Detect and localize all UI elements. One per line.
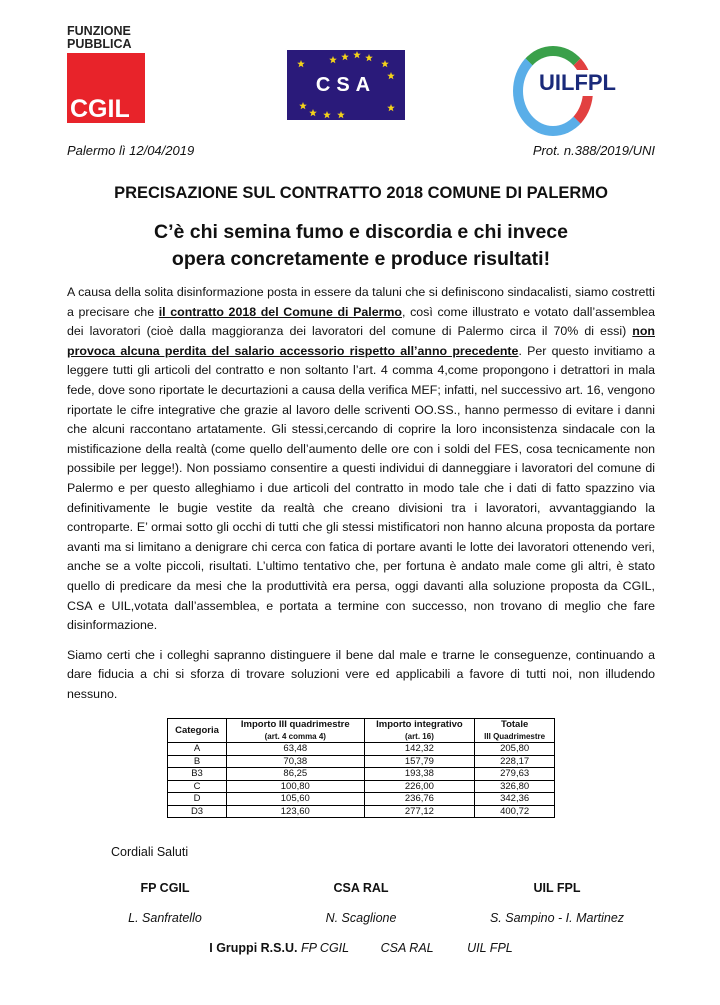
signature-org: FP CGIL (140, 881, 190, 896)
star-icon (323, 111, 331, 118)
table-cell: 100,80 (227, 780, 365, 793)
table-cell: 105,60 (227, 793, 365, 806)
body-paragraph (67, 283, 655, 636)
date-row (67, 143, 655, 159)
signature-name: N. Scaglione (325, 911, 397, 926)
table-cell: B (168, 755, 227, 768)
table-cell: 277,12 (364, 805, 475, 818)
csa-logo-text: CSA (315, 74, 377, 96)
signature-names (67, 910, 655, 926)
uil-logo-text: UILFPL (539, 70, 616, 95)
column-header (168, 719, 227, 743)
cgil-logo-text: FUNZIONE (67, 24, 131, 38)
subtitle-line: opera concretamente e produce risultati! (171, 248, 551, 270)
signature-orgs (67, 880, 655, 896)
signature-org: CSA RAL (333, 881, 389, 896)
star-icon (337, 111, 345, 118)
star-icon (341, 53, 349, 60)
cgil-logo (67, 25, 153, 123)
protocol-number: Prot. n.388/2019/UNI (532, 143, 655, 158)
table-cell: 342,36 (475, 793, 555, 806)
column-header-label: Totale (500, 719, 529, 731)
star-icon (387, 104, 395, 111)
table-cell: D (168, 793, 227, 806)
signature-org: UIL FPL (533, 881, 581, 896)
table-cell: B3 (168, 768, 227, 781)
table-row (168, 805, 555, 818)
cgil-logo-text-2: PUBBLICA (67, 37, 132, 51)
table-header-row (168, 719, 555, 743)
table-cell: 70,38 (227, 755, 365, 768)
table-row (168, 780, 555, 793)
closing: Cordiali Saluti (111, 845, 189, 860)
table-row (168, 755, 555, 768)
column-header (475, 719, 555, 743)
table-cell: 228,17 (475, 755, 555, 768)
subtitle-line: C’è chi semina fumo e discordia e chi invece (154, 221, 568, 243)
text: , così come illustrato e votato dall’assemblea dei lavoratori (cioè dalla maggioranza dei lavoratori del comune di Palermo circa il 70% di essi) (67, 304, 655, 339)
table-cell: 226,00 (364, 780, 475, 793)
body-paragraph: Siamo certi che i colleghi sapranno distinguere il bene dal male e trarne le conseguenze, continuando a dare fiducia a chi si sforza di trovare soluzioni vere ed applicabili a favore di tutti noi, non illudendo nessuno. (67, 647, 655, 701)
table-cell: D3 (168, 805, 227, 818)
table-cell: 236,76 (364, 793, 475, 806)
column-header-sublabel: III Quadrimestre (484, 731, 546, 741)
table-cell: C (168, 780, 227, 793)
document-subtitle (67, 219, 655, 273)
star-icon (353, 51, 361, 58)
column-header-sublabel: (art. 16) (404, 731, 434, 741)
document-title: PRECISAZIONE SUL CONTRATTO 2018 COMUNE DI PALERMO (114, 184, 608, 202)
table-cell: 157,79 (364, 755, 475, 768)
cgil-logo-main: CGIL (70, 95, 130, 123)
cgil-logo-box (67, 53, 145, 123)
table-cell: 205,80 (475, 743, 555, 756)
uilfpl-logo (507, 40, 647, 132)
star-icon (381, 60, 389, 67)
table-row (168, 768, 555, 781)
table-cell: 279,63 (475, 768, 555, 781)
emphasis: il contratto 2018 del Comune di Palermo (158, 304, 403, 319)
text: A causa della solita disinformazione posta in essere da taluni che si definiscono sindacalisti, siamo costretti a precisare che (67, 285, 655, 319)
rsu-group: CSA RAL (380, 941, 434, 956)
rsu-line (67, 940, 655, 956)
document-date: Palermo lì 12/04/2019 (67, 143, 195, 158)
column-header (364, 719, 475, 743)
rsu-group: UIL FPL (467, 941, 513, 956)
table-row (168, 743, 555, 756)
table-cell: 400,72 (475, 805, 555, 818)
table-row (168, 793, 555, 806)
csa-logo (287, 50, 405, 120)
table-cell: 86,25 (227, 768, 365, 781)
column-header-label: Importo integrativo (376, 719, 463, 731)
star-icon (297, 60, 305, 67)
signature-name: L. Sanfratello (128, 911, 202, 926)
table-cell: A (168, 743, 227, 756)
emphasis: non provoca alcuna perdita del salario accessorio rispetto all’anno precedente (67, 324, 655, 358)
table-cell: 142,32 (364, 743, 475, 756)
column-header (227, 719, 365, 743)
text: . Per questo invitiamo a leggere tutti gli articoli del contratto e non soltanto l’art. 4 comma 4,come propongono i detrattori in mala fede, dove sono riportate le decurtazioni a causa della verifica MEF; infatti, nel successivo art. 16, vengono riportate le cifre integrative che grazie al lavoro delle scriventi OO.SS., hanno permesso di evitare i danni che alcuni raccontano artatamente. Gli stessi,cercando di coprire la loro inconsistenza sindacale con la mistificazione della realtà (come quello dell’aumento delle ore con i soldi del FES, cosa tecnicamente non possibile per legge!). Non possiamo consentire a questi individui di danneggiare i lavoratori del comune di Palermo e per questo alleghiamo i due articoli del contratto in modo tale che i dati di fatto spazzino via definitivamente le bugie vestite da realtà che creano divisioni tra i lavoratori, avvantaggiando la controparte. E’ ormai sotto gli occhi di tutti che gli stessi mistificatori non hanno alcuna proposta da portare avanti ma si limitano a denigrare chi cerca con fatica di portare avanti le lotte dei lavoratori ottenendo veri, anche se a volte piccoli, risultati. L’ultimo tentativo che, per fortuna è andato male come gli altri, è stato quello di predicare da mesi che la produttività era persa, oggi davanti alla soluzione proposta da CGIL, CSA e UIL,votata dall’assemblea, e portata a termine con successo, non trovano di meglio che fare disinformazione. (67, 343, 655, 633)
signature-name: S. Sampino - I. Martinez (489, 911, 625, 926)
table-cell: 326,80 (475, 780, 555, 793)
logo-row (67, 25, 655, 135)
rsu-label: I Gruppi R.S.U. (209, 941, 298, 956)
table-cell: 193,38 (364, 768, 475, 781)
star-icon (309, 109, 317, 116)
column-header-label: Categoria (175, 725, 219, 737)
amounts-table (167, 718, 555, 818)
table-cell: 63,48 (227, 743, 365, 756)
star-icon (329, 56, 337, 63)
column-header-label: Importo III quadrimestre (240, 719, 350, 731)
star-icon (365, 54, 373, 61)
table-cell: 123,60 (227, 805, 365, 818)
star-icon (299, 102, 307, 109)
rsu-group: FP CGIL (300, 941, 350, 956)
column-header-sublabel: (art. 4 comma 4) (264, 731, 326, 741)
